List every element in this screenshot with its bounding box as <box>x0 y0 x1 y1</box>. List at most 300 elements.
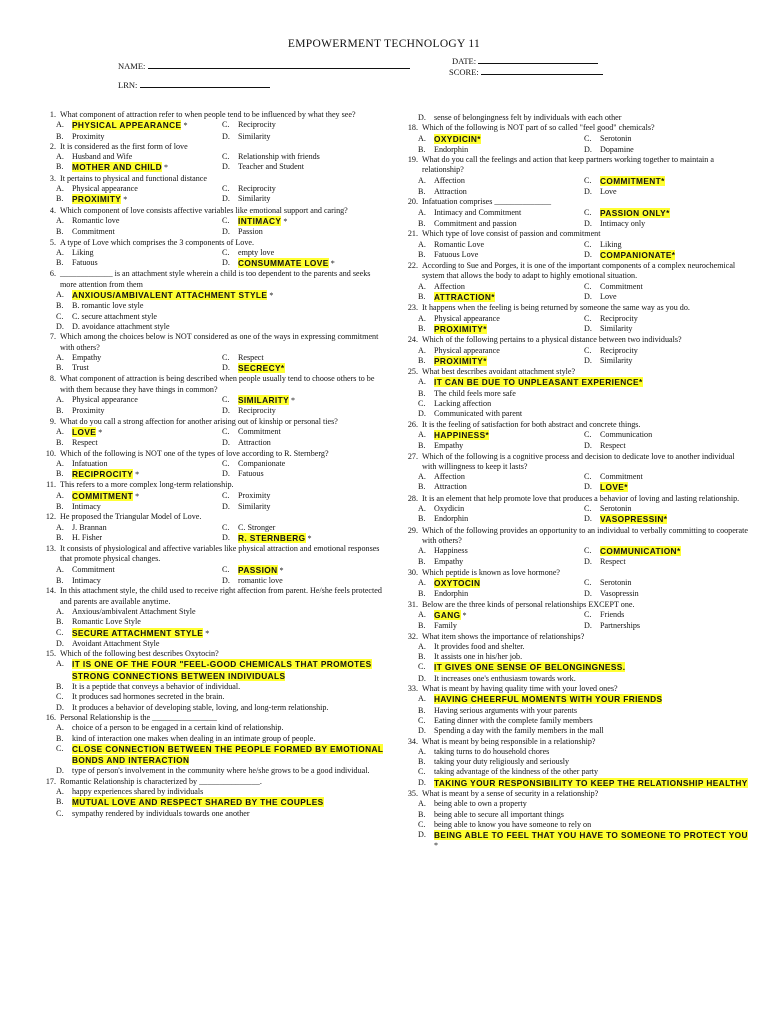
answer-option[interactable] <box>418 472 584 482</box>
option-text <box>72 363 222 374</box>
answer-option-row <box>400 482 750 493</box>
answer-option[interactable] <box>56 734 388 744</box>
option-label: Fatuous Love <box>434 249 479 259</box>
answer-option[interactable] <box>56 120 222 131</box>
answer-option[interactable] <box>222 523 388 533</box>
option-text <box>72 797 388 808</box>
answer-option-cell <box>418 282 584 292</box>
option-label: Attraction <box>434 482 467 492</box>
option-letter: B. <box>56 617 64 627</box>
answer-option[interactable] <box>418 674 750 684</box>
option-label: type of person's involvement in the community where he/she grows to be a good individual. <box>72 766 370 776</box>
answer-option-cell <box>418 187 584 197</box>
option-label: Companionate <box>238 458 286 468</box>
answer-option-row <box>38 312 388 322</box>
answer-option[interactable] <box>418 747 750 757</box>
answer-option[interactable] <box>418 219 584 229</box>
answer-option[interactable] <box>418 757 750 767</box>
option-letter: D. <box>222 576 230 586</box>
answer-option[interactable] <box>418 377 750 388</box>
answer-option-cell <box>56 353 222 363</box>
answer-option[interactable] <box>584 504 750 514</box>
answer-option[interactable] <box>56 617 388 627</box>
answer-option[interactable] <box>222 363 388 374</box>
question-item <box>38 713 388 723</box>
date-field[interactable] <box>452 55 598 66</box>
option-letter: B. <box>56 162 64 172</box>
option-label: Affection <box>434 281 465 291</box>
answer-option[interactable] <box>56 533 222 544</box>
option-letter: B. <box>56 406 64 416</box>
answer-option[interactable] <box>418 250 584 261</box>
answer-option[interactable] <box>222 216 388 227</box>
answer-option[interactable] <box>56 459 222 469</box>
option-letter: B. <box>418 323 426 333</box>
answer-option[interactable] <box>222 395 388 406</box>
answer-option-row <box>400 830 750 852</box>
option-letter: D. <box>584 355 592 365</box>
answer-option-row <box>38 565 388 576</box>
answer-option-row <box>38 194 388 205</box>
answer-option[interactable] <box>56 576 222 586</box>
answer-option[interactable] <box>56 565 222 576</box>
lrn-field[interactable] <box>118 79 270 90</box>
answer-option-row <box>400 514 750 525</box>
option-letter: D. <box>418 673 426 683</box>
answer-option[interactable] <box>56 628 388 639</box>
answer-option[interactable] <box>56 809 388 819</box>
answer-option[interactable] <box>584 589 750 599</box>
answer-option[interactable] <box>418 356 584 367</box>
answer-option[interactable] <box>584 250 750 261</box>
answer-option[interactable] <box>418 292 584 303</box>
option-label: kind of interaction one makes when dealing in an intimate group of people. <box>72 733 316 743</box>
option-letter: D. <box>418 113 426 122</box>
answer-option[interactable] <box>56 132 222 142</box>
answer-option[interactable] <box>418 504 584 514</box>
answer-option-cell <box>56 565 222 576</box>
answer-option[interactable] <box>56 194 222 205</box>
selected-answer: LOVE <box>72 426 97 437</box>
option-text <box>434 716 750 726</box>
answer-option[interactable] <box>222 184 388 194</box>
question-text: Which component of love consists affective variables like emotional support and caring? <box>60 205 348 215</box>
option-text <box>72 766 388 776</box>
answer-option[interactable] <box>222 565 388 576</box>
option-label: Empathy <box>72 352 102 362</box>
option-text <box>434 726 750 736</box>
option-letter: B. <box>418 652 426 662</box>
answer-option[interactable] <box>56 502 222 512</box>
question-number: 4. <box>49 205 56 215</box>
answer-option[interactable] <box>418 767 750 777</box>
option-letter: D. <box>584 482 592 492</box>
option-text <box>434 399 750 409</box>
answer-option[interactable] <box>418 726 750 736</box>
answer-option[interactable] <box>56 353 222 363</box>
answer-option[interactable] <box>584 187 750 197</box>
option-letter: B. <box>418 482 426 492</box>
answer-option[interactable] <box>222 502 388 512</box>
answer-option-row <box>400 134 750 145</box>
selected-answer: SECRECY* <box>238 363 285 374</box>
option-letter: A. <box>56 659 64 669</box>
answer-option-row <box>400 694 750 705</box>
option-label: Commitment <box>72 564 115 574</box>
option-letter: C. <box>418 399 426 409</box>
question-number: 30. <box>407 567 418 577</box>
option-label: Similarity <box>238 131 271 141</box>
question-number: 35. <box>407 789 418 798</box>
option-letter: A. <box>418 609 426 619</box>
answer-option[interactable] <box>418 610 584 621</box>
question-number: 34. <box>407 736 418 746</box>
answer-option-cell <box>584 356 750 367</box>
question-text: What component of attraction is being described when people usually tend to choose others to be with them because they have things in common? <box>60 374 375 394</box>
answer-option[interactable] <box>418 187 584 197</box>
answer-option[interactable] <box>222 353 388 363</box>
option-letter: C. <box>584 207 592 217</box>
answer-option[interactable] <box>222 459 388 469</box>
answer-option[interactable] <box>584 219 750 229</box>
option-text <box>238 427 388 438</box>
answer-option[interactable] <box>584 514 750 525</box>
answer-option[interactable] <box>56 744 388 767</box>
answer-option[interactable] <box>418 240 584 250</box>
answer-option[interactable] <box>418 716 750 726</box>
option-label: Lacking affection <box>434 399 492 409</box>
answer-option[interactable] <box>418 514 584 525</box>
option-text <box>72 227 222 237</box>
answer-option[interactable] <box>418 208 584 219</box>
answer-mark: * <box>460 610 467 620</box>
answer-option[interactable] <box>418 346 584 356</box>
option-label: Proximity <box>238 490 271 500</box>
question-text: A type of Love which comprises the 3 components of Love. <box>60 237 254 247</box>
option-label: Intimacy only <box>600 218 646 228</box>
answer-option[interactable] <box>56 491 222 502</box>
answer-option[interactable] <box>56 152 222 162</box>
option-letter: D. <box>584 441 592 451</box>
answer-option[interactable] <box>56 469 222 480</box>
answer-option-row <box>38 258 388 269</box>
answer-option-cell <box>56 723 388 733</box>
answer-option[interactable] <box>222 491 388 502</box>
answer-option[interactable] <box>418 621 584 631</box>
answer-option[interactable] <box>56 682 388 692</box>
answer-option-cell <box>584 472 750 482</box>
option-letter: C. <box>584 281 592 291</box>
answer-option[interactable] <box>56 290 388 301</box>
answer-option-row <box>38 576 388 586</box>
answer-option[interactable] <box>56 312 388 322</box>
answer-option-cell <box>222 502 388 512</box>
answer-option[interactable] <box>418 662 750 673</box>
selected-answer: IT CAN BE DUE TO UNPLEASANT EXPERIENCE* <box>434 377 643 388</box>
answer-option-row <box>38 132 388 142</box>
option-text <box>434 324 584 335</box>
question-number: 20. <box>407 197 418 207</box>
answer-option[interactable] <box>418 694 750 705</box>
answer-option[interactable] <box>56 766 388 776</box>
answer-option-row <box>38 533 388 544</box>
option-label: H. Fisher <box>72 532 103 542</box>
answer-option[interactable] <box>418 642 750 652</box>
question-item <box>400 229 750 239</box>
answer-option-row <box>38 734 388 744</box>
option-label: Physical appearance <box>434 345 500 355</box>
answer-option[interactable] <box>222 258 388 269</box>
answer-option[interactable] <box>56 787 388 797</box>
answer-option[interactable] <box>222 469 388 480</box>
answer-option[interactable] <box>584 472 750 482</box>
answer-option-row <box>38 162 388 173</box>
answer-option[interactable] <box>222 120 388 131</box>
answer-option[interactable] <box>56 227 222 237</box>
answer-option[interactable] <box>56 363 222 374</box>
answer-option-cell <box>56 491 222 502</box>
answer-option-cell <box>222 406 388 416</box>
answer-option-cell <box>418 810 750 820</box>
option-text <box>72 787 388 797</box>
answer-option[interactable] <box>584 292 750 303</box>
answer-option[interactable] <box>584 176 750 187</box>
answer-option[interactable] <box>418 134 584 145</box>
answer-option[interactable] <box>222 162 388 173</box>
answer-option[interactable] <box>418 799 750 809</box>
answer-option[interactable] <box>56 248 222 258</box>
answer-option[interactable] <box>418 282 584 292</box>
answer-option[interactable] <box>584 430 750 441</box>
answer-option-cell <box>418 430 584 441</box>
answer-option[interactable] <box>56 438 222 448</box>
answer-option-row <box>38 395 388 406</box>
option-text <box>72 533 222 544</box>
answer-option[interactable] <box>222 406 388 416</box>
question-item <box>38 544 388 565</box>
option-label: romantic love <box>238 576 283 586</box>
option-text <box>238 491 388 502</box>
option-label: Friends <box>600 609 625 619</box>
option-text <box>600 621 750 631</box>
answer-option[interactable] <box>418 589 584 599</box>
question-text: It is the feeling of satisfaction for both abstract and concrete things. <box>422 419 641 429</box>
answer-option[interactable] <box>418 546 584 557</box>
answer-option[interactable] <box>56 639 388 649</box>
right-question-column <box>400 113 750 852</box>
answer-option[interactable] <box>418 113 750 123</box>
option-letter: B. <box>418 441 426 451</box>
option-text <box>434 674 750 684</box>
question-item <box>38 269 388 290</box>
answer-option[interactable] <box>222 248 388 258</box>
name-field[interactable] <box>118 60 410 71</box>
answer-option[interactable] <box>418 441 584 451</box>
answer-option-cell <box>222 120 388 131</box>
answer-option-cell <box>56 744 388 767</box>
answer-option[interactable] <box>584 482 750 493</box>
answer-option[interactable] <box>56 797 388 808</box>
answer-option[interactable] <box>418 399 750 409</box>
answer-option[interactable] <box>584 441 750 451</box>
answer-option[interactable] <box>56 406 222 416</box>
answer-option[interactable] <box>584 208 750 219</box>
option-letter: D. <box>222 438 230 448</box>
question-item <box>400 303 750 313</box>
option-text <box>72 617 388 627</box>
answer-option[interactable] <box>56 659 388 682</box>
option-letter: C. <box>584 503 592 513</box>
option-letter: C. <box>418 819 426 829</box>
option-text <box>72 523 222 533</box>
option-text <box>72 565 222 576</box>
answer-option[interactable] <box>584 557 750 567</box>
option-label: Commitment <box>600 281 643 291</box>
option-text <box>434 176 584 187</box>
answer-option[interactable] <box>56 216 222 227</box>
option-label: Commitment <box>238 426 281 436</box>
option-letter: C. <box>584 133 592 143</box>
option-text <box>600 176 750 187</box>
option-text <box>600 557 750 567</box>
answer-option-row <box>38 787 388 797</box>
answer-option[interactable] <box>584 314 750 324</box>
answer-option[interactable] <box>56 607 388 617</box>
answer-option-row <box>400 621 750 631</box>
option-label: Attraction <box>238 438 271 448</box>
option-text <box>72 576 222 586</box>
answer-option[interactable] <box>222 438 388 448</box>
option-label: Commitment <box>600 472 643 482</box>
answer-option[interactable] <box>56 162 222 173</box>
question-text: It is considered as the first form of love <box>60 141 188 151</box>
answer-option[interactable] <box>56 301 388 311</box>
answer-option[interactable] <box>418 557 584 567</box>
answer-option[interactable] <box>222 227 388 237</box>
answer-option[interactable] <box>222 427 388 438</box>
option-letter: A. <box>418 207 426 217</box>
answer-option[interactable] <box>584 282 750 292</box>
option-letter: A. <box>418 239 426 249</box>
option-letter: A. <box>56 290 64 300</box>
question-text: What best describes avoidant attachment style? <box>422 367 576 377</box>
answer-option[interactable] <box>584 546 750 557</box>
answer-option[interactable] <box>56 395 222 406</box>
answer-option[interactable] <box>418 830 750 852</box>
answer-option[interactable] <box>418 430 584 441</box>
answer-option[interactable] <box>56 523 222 533</box>
option-text <box>434 282 584 292</box>
option-label: Spending a day with the family members in the mall <box>434 726 604 736</box>
answer-option-cell <box>222 216 388 227</box>
question-item <box>38 332 388 353</box>
answer-option-row <box>400 399 750 409</box>
answer-option[interactable] <box>584 240 750 250</box>
option-text <box>600 578 750 589</box>
answer-option[interactable] <box>418 145 584 155</box>
answer-option[interactable] <box>418 578 584 589</box>
option-letter: B. <box>418 514 426 524</box>
answer-option[interactable] <box>222 533 388 544</box>
question-text: Which type of love consist of passion and commitment <box>422 229 601 239</box>
answer-option[interactable] <box>418 778 750 789</box>
answer-option[interactable] <box>222 194 388 205</box>
answer-option-row <box>38 659 388 682</box>
question-number: 28. <box>407 493 418 503</box>
answer-option[interactable] <box>584 578 750 589</box>
option-text <box>238 162 388 173</box>
answer-option-row <box>400 292 750 303</box>
option-letter: B. <box>418 187 426 197</box>
question-number: 7. <box>49 332 56 342</box>
answer-option[interactable] <box>418 314 584 324</box>
answer-option[interactable] <box>418 652 750 662</box>
answer-option[interactable] <box>584 621 750 631</box>
option-text <box>72 607 388 617</box>
answer-option[interactable] <box>418 706 750 716</box>
option-text <box>600 219 750 229</box>
answer-option[interactable] <box>418 389 750 399</box>
answer-option[interactable] <box>418 482 584 493</box>
answer-option[interactable] <box>584 145 750 155</box>
question-number: 15. <box>45 649 56 659</box>
answer-option[interactable] <box>56 703 388 713</box>
option-text <box>600 546 750 557</box>
answer-option-cell <box>584 589 750 599</box>
option-letter: B. <box>56 682 64 692</box>
option-label: Respect <box>238 352 264 362</box>
answer-option[interactable] <box>418 176 584 187</box>
answer-option-row <box>400 219 750 229</box>
option-label: Communication <box>600 429 653 439</box>
answer-option[interactable] <box>222 132 388 142</box>
answer-option[interactable] <box>584 324 750 335</box>
answer-option-cell <box>418 767 750 777</box>
answer-option[interactable] <box>418 820 750 830</box>
answer-option[interactable] <box>584 134 750 145</box>
answer-option[interactable] <box>56 322 388 332</box>
answer-option[interactable] <box>418 324 584 335</box>
option-letter: D. <box>222 532 230 542</box>
answer-option[interactable] <box>222 152 388 162</box>
answer-option-cell <box>418 694 750 705</box>
option-letter: C. <box>222 564 230 574</box>
answer-option[interactable] <box>56 723 388 733</box>
answer-option[interactable] <box>56 427 222 438</box>
option-text <box>600 589 750 599</box>
answer-option[interactable] <box>584 346 750 356</box>
answer-option[interactable] <box>56 692 388 702</box>
selected-answer: COMMITMENT <box>72 490 134 501</box>
question-text: Romantic Relationship is characterized by _______________. <box>60 776 262 786</box>
answer-option[interactable] <box>584 610 750 621</box>
question-text: Which peptide is known as love hormone? <box>422 567 561 577</box>
answer-option[interactable] <box>56 258 222 269</box>
option-letter: C. <box>584 578 592 588</box>
answer-option[interactable] <box>418 409 750 419</box>
answer-option[interactable] <box>222 576 388 586</box>
option-label: Endorphin <box>434 144 469 154</box>
answer-option[interactable] <box>56 184 222 194</box>
answer-option[interactable] <box>418 810 750 820</box>
answer-option[interactable] <box>584 356 750 367</box>
selected-answer: CLOSE CONNECTION BETWEEN THE PEOPLE FORMED BY EMOTIONAL BONDS AND INTERACTION <box>72 743 384 766</box>
selected-answer: COMMUNICATION* <box>600 546 681 557</box>
option-letter: C. <box>56 311 64 321</box>
answer-option-row <box>400 546 750 557</box>
score-field[interactable] <box>449 66 603 77</box>
option-letter: C. <box>584 609 592 619</box>
